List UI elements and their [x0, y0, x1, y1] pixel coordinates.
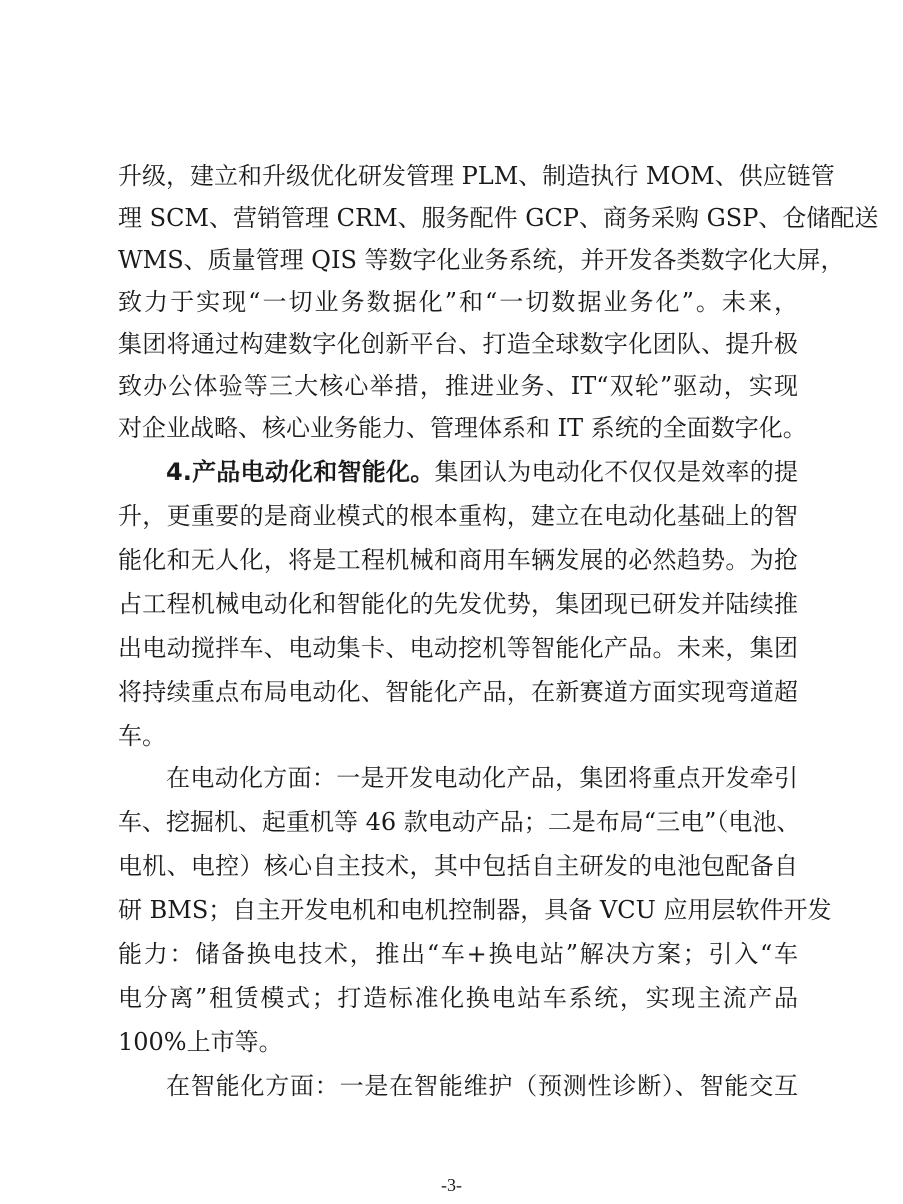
section-4-first-text: 集团认为电动化不仅仅是效率的提 [434, 458, 798, 486]
paragraph-line: 能力：储备换电技术，推出“车+换电站”解决方案；引入“车 [118, 940, 798, 968]
paragraph-line: 理 SCM、营销管理 CRM、服务配件 GCP、商务采购 GSP、仓储配送 [118, 204, 879, 232]
paragraph-line: 致力于实现“一切业务数据化”和“一切数据业务化”。未来， [118, 288, 798, 316]
paragraph-line: 对企业战略、核心业务能力、管理体系和 IT 系统的全面数字化。 [118, 414, 807, 442]
paragraph-line: 升，更重要的是商业模式的根本重构，建立在电动化基础上的智 [118, 502, 798, 530]
paragraph-line: 电机、电控）核心自主技术，其中包括自主研发的电池包配备自 [118, 852, 798, 880]
section-4-first-line [166, 452, 798, 492]
paragraph-line: 占工程机械电动化和智能化的先发优势，集团现已研发并陆续推 [118, 590, 798, 618]
paragraph-line: 将持续重点布局电动化、智能化产品，在新赛道方面实现弯道超 [118, 678, 798, 706]
paragraph-line: 100%上市等。 [118, 1028, 283, 1056]
page-number: -3- [441, 1175, 462, 1195]
paragraph-line: 研 BMS；自主开发电机和电机控制器，具备 VCU 应用层软件开发 [118, 896, 832, 924]
section-4-heading: 4.产品电动化和智能化。 [166, 458, 435, 486]
paragraph-line: 车。 [118, 722, 166, 750]
paragraph-line: 集团将通过构建数字化创新平台、打造全球数字化团队、提升极 [118, 330, 798, 358]
paragraph-line: 能化和无人化，将是工程机械和商用车辆发展的必然趋势。为抢 [118, 546, 798, 574]
paragraph-line: 电分离”租赁模式；打造标准化换电站车系统，实现主流产品 [118, 984, 798, 1012]
paragraph-line: 致办公体验等三大核心举措，推进业务、IT“双轮”驱动，实现 [118, 372, 798, 400]
paragraph-line: 升级，建立和升级优化研发管理 PLM、制造执行 MOM、供应链管 [118, 162, 835, 190]
paragraph-line: 出电动搅拌车、电动集卡、电动挖机等智能化产品。未来，集团 [118, 634, 798, 662]
intelligent-first-line: 在智能化方面：一是在智能维护（预测性诊断）、智能交互 [166, 1072, 798, 1100]
paragraph-line: 车、挖掘机、起重机等 46 款电动产品；二是布局“三电”（电池、 [118, 808, 801, 836]
electric-first-line: 在电动化方面：一是开发电动化产品，集团将重点开发牵引 [166, 764, 798, 792]
paragraph-line: WMS、质量管理 QIS 等数字化业务系统，并开发各类数字化大屏， [118, 246, 845, 274]
